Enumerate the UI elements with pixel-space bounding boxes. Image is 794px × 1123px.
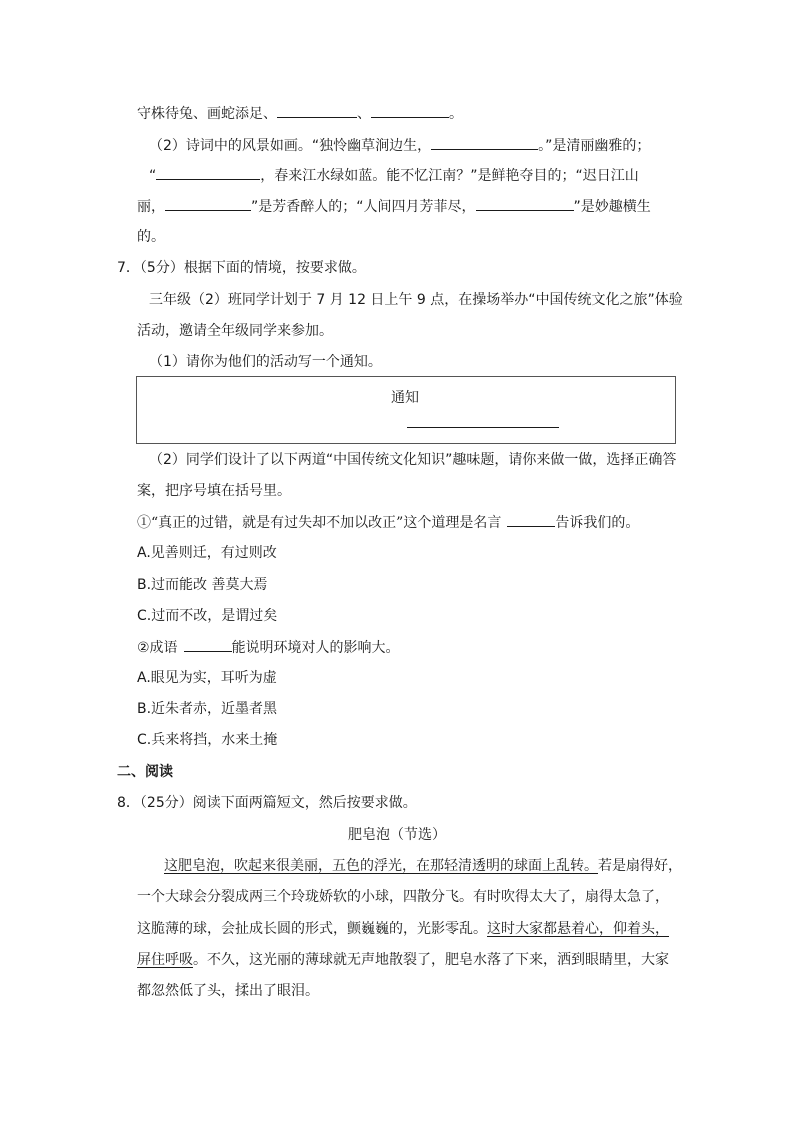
option-item[interactable]: A.见善则迁，有过则改 [137,545,277,561]
passage-line-1 [164,856,682,876]
q7-item2-question-end: 能说明环境对人的影响大。 [231,640,400,656]
passage-line-4 [137,950,669,970]
passage-title: 肥皂泡（节选） [348,827,446,843]
notice-writing-line[interactable] [407,427,559,428]
passage-line-3 [137,919,669,939]
answer-blank[interactable] [371,103,449,118]
q6-part2-text: 丽， [137,199,165,215]
q6-part2-text: ”是芳香醉人的；“人间四月芳菲尽， [251,199,476,215]
q6-part2-text: ，春来江水绿如蓝。能不忆江南？”是鲜艳夺目的；“迟日江山 [260,168,639,184]
q7-scenario-line-1: 三年级（2）班同学计划于 7 月 12 日上午 9 点，在操场举办“中国传统文化之旅”体验 [149,292,683,308]
q7-item1-question-end: 告诉我们的。 [555,515,640,531]
passage-text: 。不久，这光丽的薄球就无声地散裂了，肥皂水落了下来，洒到眼睛里，大家 [193,952,669,968]
passage-line-5: 都忽然低了头，揉出了眼泪。 [137,983,319,999]
q8-header: 8．（25分）阅读下面两篇短文，然后按要求做。 [117,795,417,811]
option-item[interactable]: C.过而不改，是谓过矣 [137,608,278,624]
notice-title: 通知 [391,390,419,406]
q7-sub1: （1）请你为他们的活动写一个通知。 [149,354,382,370]
q6-part2-line-4: 的。 [137,229,165,245]
option-item[interactable]: A.眼见为实，耳听为虚 [137,670,277,686]
q6-part2-line-1 [149,135,650,156]
option-item[interactable]: C.兵来将挡，水来土掩 [137,732,278,748]
answer-blank[interactable] [277,103,357,118]
quote-mark: “ [149,168,157,184]
underlined-sentence: 这时大家都悬着心，仰着头， [487,921,669,937]
answer-blank[interactable] [476,196,574,211]
separator-text: 、 [357,106,371,122]
answer-blank[interactable] [165,196,251,211]
passage-text: 这脆薄的球，会扯成长圆的形式，颤巍巍的，光影零乱。 [137,921,487,937]
answer-blank[interactable] [507,512,555,527]
q7-sub2-line-1: （2）同学们设计了以下两道“中国传统文化知识”趣味题，请你来做一做，选择正确答 [149,452,677,468]
q6-part2-label: （2）诗词中的风景如画。“独怜幽草涧边生， [149,138,432,154]
q7-item1-question: ①“真正的过错，就是有过失却不加以改正”这个道理是名言 [137,515,502,531]
q7-scenario-line-2: 活动，邀请全年级同学来参加。 [137,323,333,339]
option-item[interactable]: B.近朱者赤，近墨者黑 [137,701,278,717]
q6-part2-line-3 [137,196,651,217]
underlined-sentence: 屏住呼吸 [137,952,193,968]
q7-sub2-line-2: 案，把序号填在括号里。 [137,483,291,499]
q6-line-1 [137,103,463,124]
answer-blank[interactable] [431,135,538,150]
answer-blank[interactable] [156,165,260,180]
q6-idioms-text: 守株待兔、画蛇添足、 [137,106,277,122]
q7-item1 [137,512,639,533]
section-title: 二、阅读 [117,764,173,780]
passage-line-2: 一个大球会分裂成两三个玲珑娇软的小球，四散分飞。有时吹得太大了，扇得太急了， [137,889,669,905]
q6-part2-text: 。”是清丽幽雅的； [538,138,651,154]
notice-answer-box[interactable] [136,376,676,444]
q7-header: 7．（5分）根据下面的情境，按要求做。 [117,260,366,276]
option-item[interactable]: B.过而能改 善莫大焉 [137,577,268,593]
underlined-sentence: 这肥皂泡，吹起来很美丽，五色的浮光，在那轻清透明的球面上乱转。 [164,858,598,874]
answer-blank[interactable] [184,637,232,652]
q7-item2-question: ②成语 [137,640,178,656]
passage-text: 若是扇得好， [598,858,682,874]
q6-part2-text: ”是妙趣横生 [573,199,651,215]
q7-item2 [137,637,400,658]
period-text: 。 [449,106,463,122]
q6-part2-line-2 [149,165,639,186]
